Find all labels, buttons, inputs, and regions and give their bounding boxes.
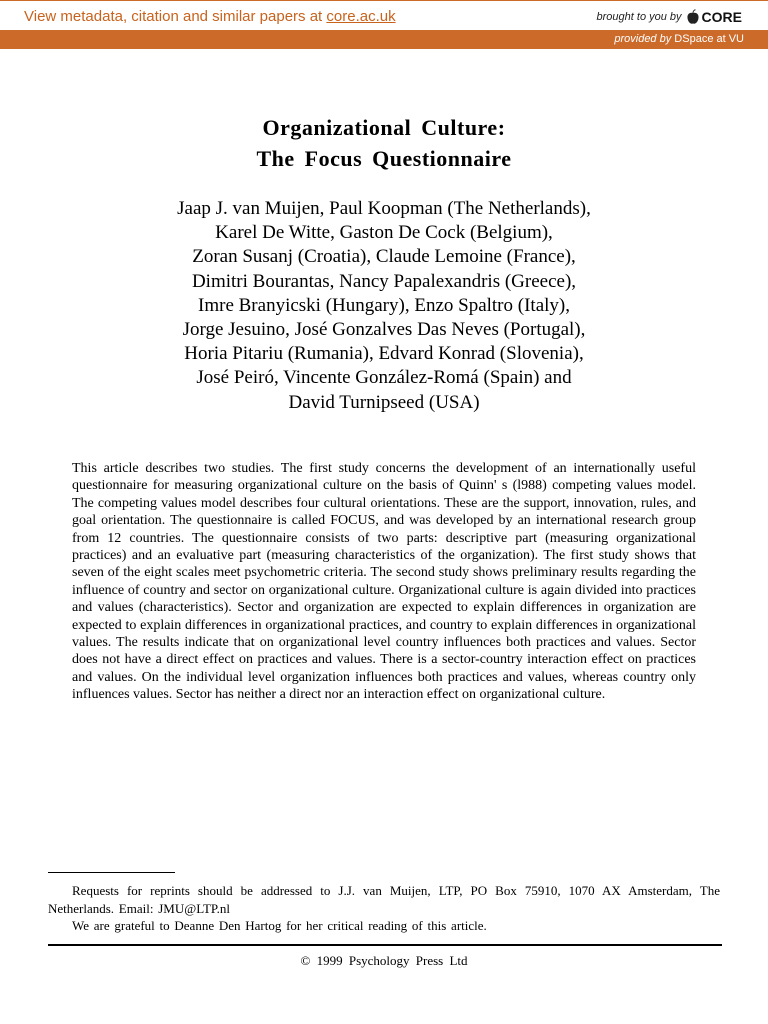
author-line: Dimitri Bourantas, Nancy Papalexandris (Greece), [191, 270, 577, 292]
author-line: Karel De Witte, Gaston De Cock (Belgium), [215, 222, 553, 244]
bottom-rule [48, 944, 722, 946]
author-line: Horia Pitariu (Rumania), Edvard Konrad (Slovenia), [184, 343, 584, 365]
copyright-notice: © 1999 Psychology Press Ltd [300, 953, 468, 968]
core-banner [0, 0, 768, 31]
footnotes [48, 882, 720, 935]
core-link-prefix: View metadata, citation and similar papers at [24, 8, 327, 25]
core-logo[interactable] [686, 9, 742, 25]
brought-by [597, 9, 742, 25]
paper-title-line-2: The Focus Questionnaire [256, 146, 512, 171]
core-apple-icon [686, 9, 700, 25]
reprints-note: Requests for reprints should be addressed to J.J. van Muijen, LTP, PO Box 75910, 1070 AX Amsterdam, The Netherlands. Email: JMU@LTP.nl [48, 883, 720, 916]
paper-title-line-1: Organizational Culture: [262, 115, 506, 140]
acknowledgement-note: We are grateful to Deanne Den Hartog for her critical reading of this article. [72, 918, 487, 933]
provided-by [614, 33, 744, 45]
footnote-rule [48, 872, 175, 873]
core-label: CORE [701, 9, 742, 25]
core-link-target[interactable]: core.ac.uk [326, 8, 396, 25]
author-line: José Peiró, Vincente González-Romá (Spain) and [196, 367, 572, 389]
provided-by-prefix: provided by [614, 33, 672, 45]
core-metadata-link[interactable] [24, 8, 396, 25]
author-line: David Turnipseed (USA) [288, 391, 480, 413]
author-line: Jorge Jesuino, José Gonzalves Das Neves (Portugal), [182, 319, 586, 341]
author-line: Zoran Susanj (Croatia), Claude Lemoine (France), [192, 246, 576, 268]
brought-by-label: brought to you by [596, 11, 682, 23]
provided-by-name[interactable]: DSpace at VU [674, 33, 744, 45]
author-list [0, 197, 768, 415]
abstract: This article describes two studies. The first study concerns the development of an internationally useful questionnaire for measuring organizational culture on the basis of Quinn' s (l988) competing values model. The competing values model describes four cultural orientations. These are the support, innovation, rules, and goal orientation. The questionnaire is called FOCUS, and was developed by an international research group from 12 countries. The questionnaire consists of two parts: descriptive part (measuring organizational practices) and an evaluative part (measuring characteristics of the organization). The first study shows that seven of the eight scales meet psychometric criteria. The second study shows preliminary results regarding the influence of country and sector on organizational culture. Organizational culture is again divided into practices and values (characteristics). Sector and organization are expected to explain differences in organization are expected to explain differences in organizational practices, and country to explain differences in organizational values. The results indicate that on organizational level country influences both practices and values. Sector does not have a direct effect on practices and values. There is a sector-country interaction effect on practices and values. On the individual level organization influences both practices and values, whereas country only influences values. Sector has neither a direct nor an interaction effect on organizational culture. [72, 461, 696, 703]
author-line: Jaap J. van Muijen, Paul Koopman (The Netherlands), [177, 198, 591, 219]
provided-by-bar [0, 31, 768, 49]
author-line: Imre Branyicski (Hungary), Enzo Spaltro (Italy), [198, 294, 570, 316]
